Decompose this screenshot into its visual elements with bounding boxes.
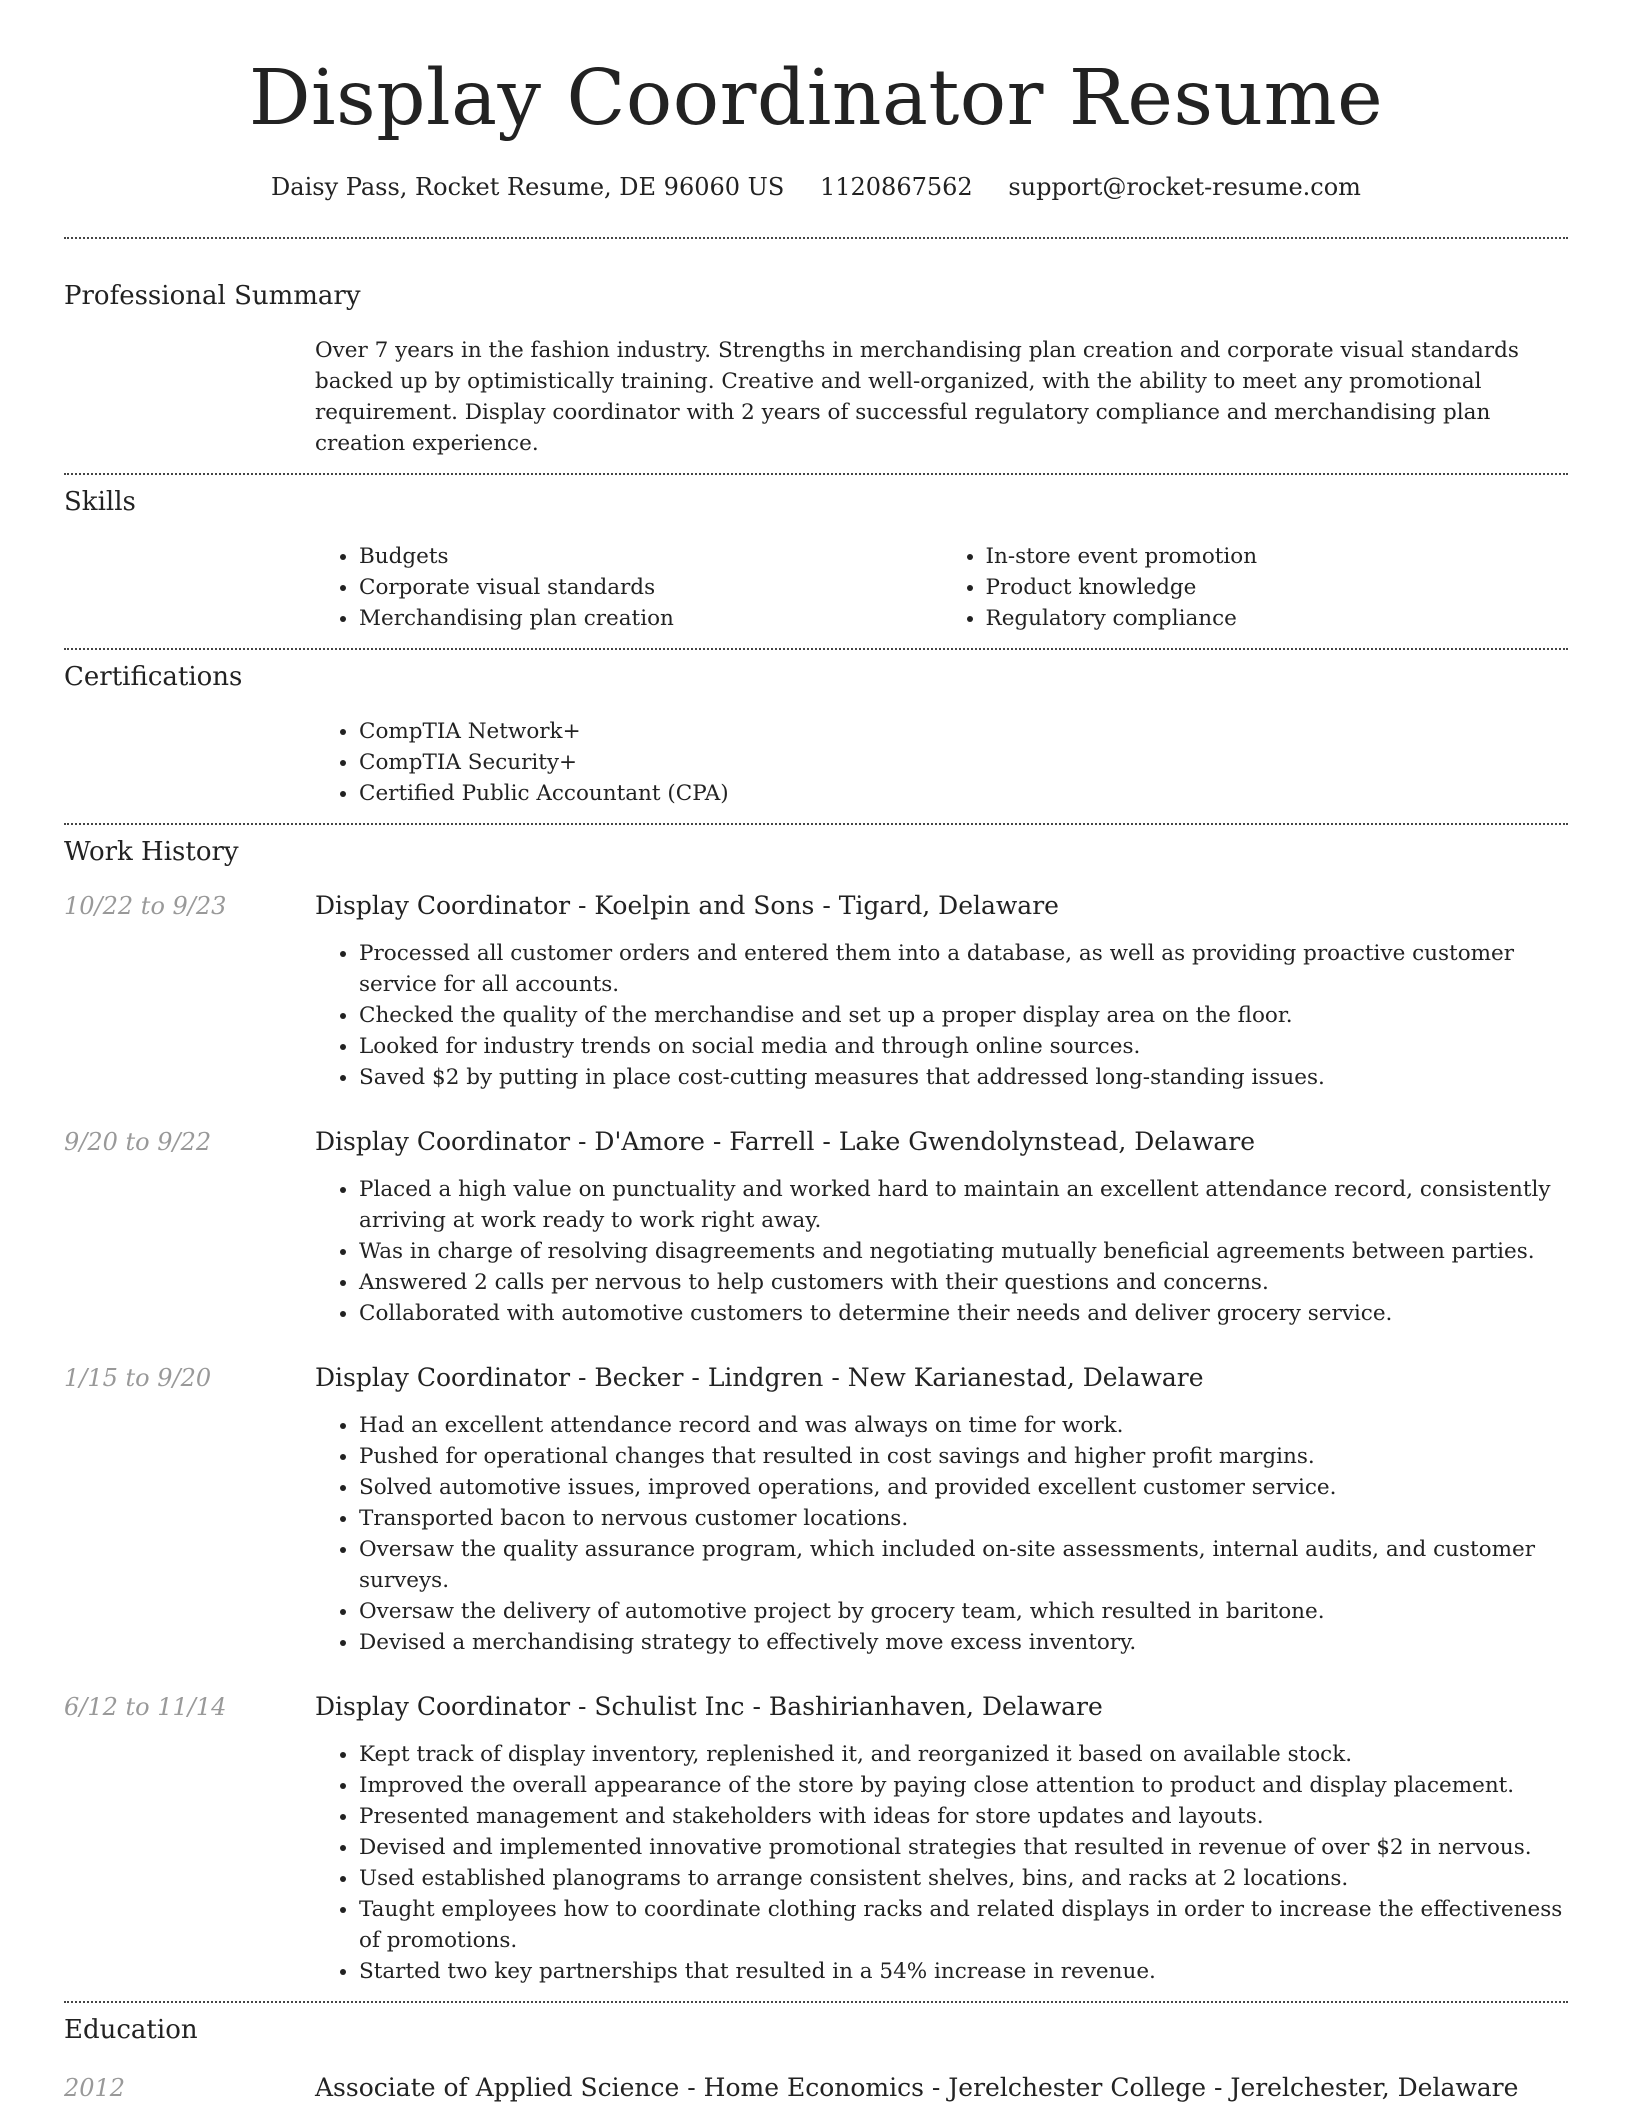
job-bullet: • Presented management and stakeholders with ideas for store updates and layouts. [359,1801,1568,1832]
job-bullet: • Improved the overall appearance of the store by paying close attention to product and display placement. [359,1770,1568,1801]
job-bullet: • Kept track of display inventory, replenished it, and reorganized it based on available stock. [359,1739,1568,1770]
summary-text: Over 7 years in the fashion industry. Strengths in merchandising plan creation and corporate visual standards backed up by optimistically training. Creative and well-organized, with the ability to meet any promotional requirement. Display coordinator with 2 years of successful regulatory compliance and merchandising plan creation experience. [315,338,1519,456]
job-bullet: • Saved $2 by putting in place cost-cutting measures that addressed long-standing issues. [359,1062,1568,1093]
certification-item: • CompTIA Network+ [359,716,1568,747]
section-skills [64,487,1568,634]
job-dates: 10/22 to 9/23 [64,892,227,920]
job-bullet: • Oversaw the delivery of automotive project by grocery team, which resulted in baritone. [359,1596,1568,1627]
job-bullet: • Collaborated with automotive customers to determine their needs and deliver grocery service. [359,1298,1568,1329]
resume-title: Display Coordinator Resume [248,54,1384,143]
skill-item: • In-store event promotion [986,541,1569,572]
section-heading-work-history: Work History [64,837,239,867]
job-bullets [315,1410,1568,1658]
section-education [64,2015,1568,2102]
divider [64,823,1568,825]
job-bullet: • Taught employees how to coordinate clothing racks and related displays in order to increase the effectiveness of promotions. [359,1894,1568,1956]
job-title: Display Coordinator - Becker - Lindgren - New Karianestad, Delaware [315,1363,1204,1392]
job-entry [64,891,1568,1093]
section-heading-certifications: Certifications [64,662,243,692]
job-bullet: • Checked the quality of the merchandise and set up a proper display area on the floor. [359,1000,1568,1031]
job-bullets [315,938,1568,1093]
certifications-list [315,716,1568,809]
job-bullet: • Pushed for operational changes that resulted in cost savings and higher profit margins. [359,1441,1568,1472]
job-bullets [315,1739,1568,1987]
certification-item: • Certified Public Accountant (CPA) [359,778,1568,809]
skills-list [315,541,1568,634]
job-title: Display Coordinator - Koelpin and Sons - Tigard, Delaware [315,891,1059,920]
skill-item: • Budgets [359,541,942,572]
job-bullet: • Had an excellent attendance record and was always on time for work. [359,1410,1568,1441]
education-entry [64,2073,1568,2102]
divider [64,648,1568,650]
job-dates: 9/20 to 9/22 [64,1128,212,1156]
contact-phone: 1120867562 [819,173,973,201]
section-heading-summary: Professional Summary [64,281,361,311]
job-bullet: • Solved automotive issues, improved operations, and provided excellent customer service. [359,1472,1568,1503]
job-bullet: • Started two key partnerships that resulted in a 54% increase in revenue. [359,1956,1568,1987]
section-heading-skills: Skills [64,487,136,517]
job-entry [64,1363,1568,1658]
skill-item: • Corporate visual standards [359,572,942,603]
divider [64,473,1568,475]
job-bullet: • Transported bacon to nervous customer locations. [359,1503,1568,1534]
certification-item: • CompTIA Security+ [359,747,1568,778]
contact-line [64,173,1568,201]
section-certifications [64,662,1568,809]
contact-email: support@rocket-resume.com [1008,173,1361,201]
skill-item: • Merchandising plan creation [359,603,942,634]
job-bullet: • Looked for industry trends on social media and through online sources. [359,1031,1568,1062]
job-dates: 1/15 to 9/20 [64,1364,212,1392]
job-bullets [315,1174,1568,1329]
job-bullet: • Processed all customer orders and entered them into a database, as well as providing proactive customer service for all accounts. [359,938,1568,1000]
skills-column-right [942,541,1569,634]
job-dates: 6/12 to 11/14 [64,1693,227,1721]
section-summary [64,281,1568,459]
education-degree: Associate of Applied Science - Home Economics - Jerelchester College - Jerelchester, Delaware [315,2073,1519,2102]
skills-column-left [315,541,942,634]
resume-page [64,0,1568,2102]
section-heading-education: Education [64,2015,198,2045]
job-title: Display Coordinator - Schulist Inc - Bashirianhaven, Delaware [315,1692,1103,1721]
job-title: Display Coordinator - D'Amore - Farrell - Lake Gwendolynstead, Delaware [315,1127,1256,1156]
job-bullet: • Oversaw the quality assurance program, which included on-site assessments, internal audits, and customer surveys. [359,1534,1568,1596]
job-bullet: • Was in charge of resolving disagreements and negotiating mutually beneficial agreements between parties. [359,1236,1568,1267]
divider [64,2001,1568,2003]
job-bullet: • Devised a merchandising strategy to effectively move excess inventory. [359,1627,1568,1658]
job-entry [64,1127,1568,1329]
job-bullet: • Devised and implemented innovative promotional strategies that resulted in revenue of over $2 in nervous. [359,1832,1568,1863]
job-bullet: • Placed a high value on punctuality and worked hard to maintain an excellent attendance record, consistently arriving at work ready to work right away. [359,1174,1568,1236]
job-bullet: • Answered 2 calls per nervous to help customers with their questions and concerns. [359,1267,1568,1298]
job-entry [64,1692,1568,1987]
contact-address: Daisy Pass, Rocket Resume, DE 96060 US [271,173,785,201]
skill-item: • Regulatory compliance [986,603,1569,634]
skill-item: • Product knowledge [986,572,1569,603]
section-work-history [64,837,1568,1987]
divider [64,237,1568,239]
job-bullet: • Used established planograms to arrange consistent shelves, bins, and racks at 2 locations. [359,1863,1568,1894]
education-year: 2012 [64,2074,126,2102]
